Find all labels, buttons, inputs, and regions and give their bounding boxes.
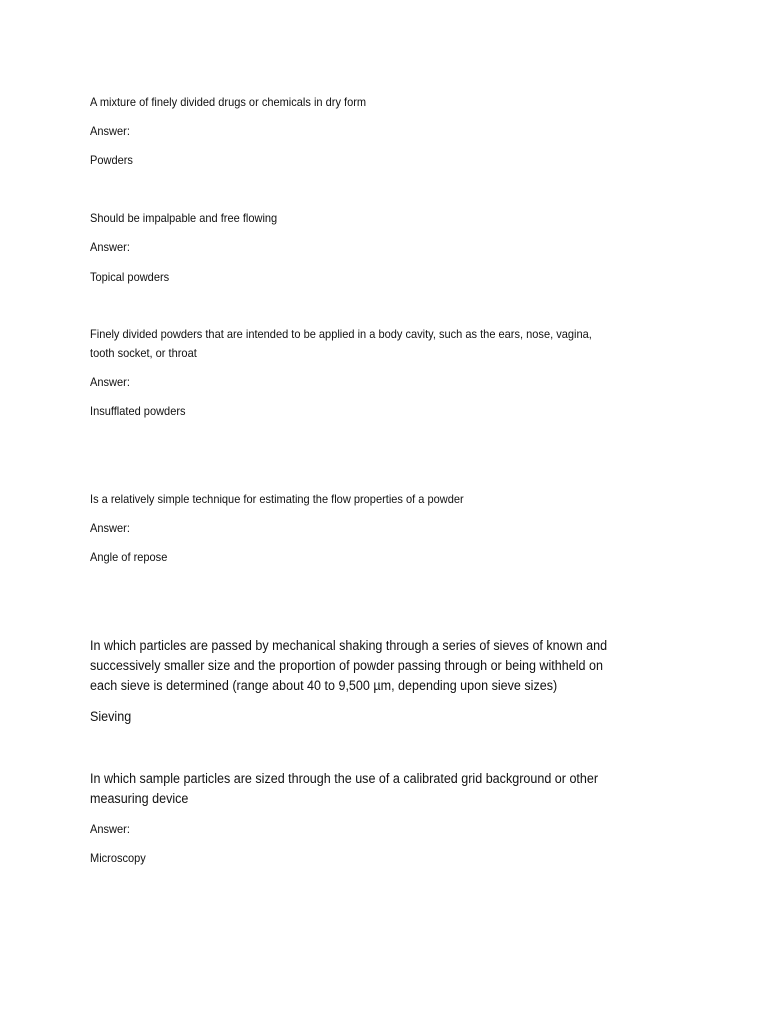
question-6-line-1: In which sample particles are sized through the use of a calibrated grid background or other xyxy=(90,771,599,786)
answer-3: Insufflated powders xyxy=(90,404,186,418)
answer-2: Topical powders xyxy=(90,270,170,284)
answer-label-1: Answer: xyxy=(90,124,130,138)
question-5-line-3: each sieve is determined (range about 40 to 9,500 µm, depending upon sieve sizes) xyxy=(90,678,558,693)
answer-label-4: Answer: xyxy=(90,521,130,535)
question-5-line-2: successively smaller size and the proportion of powder passing through or being withheld on xyxy=(90,658,603,673)
question-5-line-1: In which particles are passed by mechanical shaking through a series of sieves of known and xyxy=(90,638,608,653)
question-3-line-1: Finely divided powders that are intended to be applied in a body cavity, such as the ears, nose, vagina, xyxy=(90,327,592,341)
answer-1: Powders xyxy=(90,153,133,167)
question-2-line-1: Should be impalpable and free flowing xyxy=(90,211,278,225)
answer-label-6: Answer: xyxy=(90,822,130,836)
answer-6: Microscopy xyxy=(90,851,146,865)
answer-label-3: Answer: xyxy=(90,375,130,389)
question-4-line-1: Is a relatively simple technique for estimating the flow properties of a powder xyxy=(90,492,464,506)
answer-5: Sieving xyxy=(90,709,132,724)
question-6-line-2: measuring device xyxy=(90,791,189,806)
answer-label-2: Answer: xyxy=(90,240,130,254)
question-1-line-1: A mixture of finely divided drugs or chemicals in dry form xyxy=(90,95,367,109)
answer-4: Angle of repose xyxy=(90,550,168,564)
question-3-line-2: tooth socket, or throat xyxy=(90,346,197,360)
